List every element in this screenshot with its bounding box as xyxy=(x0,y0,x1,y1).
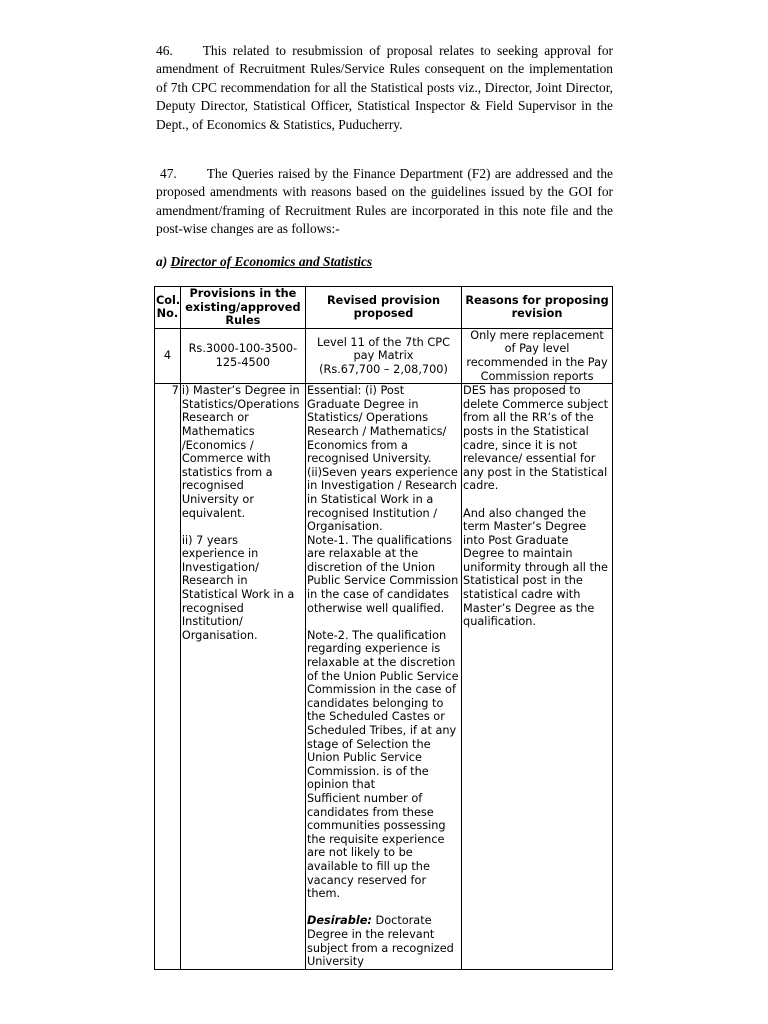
desirable-text: Doctorate Degree in the relevant subject from a recognized University xyxy=(306,914,454,969)
revised-essential: Essential: (i) Post Graduate Degree in Statistics/ Operations Research / Mathematics/ Economics from a recognised University. xyxy=(306,384,447,466)
table-row xyxy=(155,328,613,383)
section-prefix: a) xyxy=(156,254,171,269)
desirable-label: Desirable: xyxy=(306,914,372,928)
existing-qualification: i) Master’s Degree in Statistics/Operations Research or Mathematics /Economics / Commerce with statistics from a recognised University or equivalent. xyxy=(181,384,300,520)
revision-reason: Only mere replacement of Pay level recommended in the Pay Commission reports xyxy=(462,328,613,383)
provisions-table xyxy=(154,286,613,970)
existing-provision xyxy=(180,384,305,970)
revised-provision xyxy=(305,384,461,970)
header-existing: Provisions in the existing/approved Rules xyxy=(180,287,305,329)
header-revised: Revised provision proposed xyxy=(305,287,461,329)
col-number: 7 xyxy=(155,384,181,970)
desirable-qualification xyxy=(307,914,460,968)
reason-commerce: DES has proposed to delete Commerce subject from all the RR’s of the posts in the Statistical cadre, since it is not relevance/ essential for any post in the Statistical cadre. xyxy=(463,384,609,493)
table-row xyxy=(155,384,613,970)
note-2-continued: Sufficient number of candidates from these communities possessing the requisite experience are not likely to be available to fill up the vacancy reserved for them. xyxy=(306,791,446,901)
revised-experience: (ii)Seven years experience in Investigation / Research in Statistical Work in a recognised Institution / Organisation. xyxy=(306,465,458,534)
col-number: 4 xyxy=(155,328,181,383)
paragraph-text: The Queries raised by the Finance Department (F2) are addressed and the proposed amendments with reasons based on the guidelines issued by the GOI for amendment/framing of Recruitment Rules are incorporated in this note file and the post-wise changes are as follows:- xyxy=(156,166,613,237)
existing-provision: Rs.3000-100-3500-125-4500 xyxy=(180,328,305,383)
section-title: Director of Economics and Statistics xyxy=(170,254,373,269)
revised-pay-range: (Rs.67,700 – 2,08,700) xyxy=(319,362,448,376)
revision-reason xyxy=(462,384,613,970)
paragraph-number: 47. xyxy=(160,166,177,181)
paragraph-text: This related to resubmission of proposal relates to seeking approval for amendment of Recruitment Rules/Service Rules consequent on the implementation of 7th CPC recommendation for all the Statistical posts viz., Director, Joint Director, Deputy Director, Statistical Officer, Statistical Inspector & Field Supervisor in the Dept., of Economics & Statistics, Puducherry. xyxy=(156,43,613,132)
existing-experience: ii) 7 years experience in Investigation/ Research in Statistical Work in a recognised Institution/ Organisation. xyxy=(181,533,295,642)
revised-pay-level: Level 11 of the 7th CPC pay Matrix xyxy=(317,335,450,363)
table-header-row xyxy=(155,287,613,329)
header-reason: Reasons for proposing revision xyxy=(462,287,613,329)
revised-provision xyxy=(305,328,461,383)
note-1: Note-1. The qualifications are relaxable at the discretion of the Union Public Service Commission in the case of candidates otherwise well qualified. xyxy=(306,533,459,615)
paragraph-46 xyxy=(156,42,613,134)
section-heading xyxy=(156,254,372,270)
reason-degree-term: And also changed the term Master’s Degree into Post Graduate Degree to maintain uniformity through all the Statistical post in the statistical cadre with Master’s Degree as the qualification. xyxy=(463,506,608,629)
note-2: Note-2. The qualification regarding experience is relaxable at the discretion of the Union Public Service Commission in the case of candidates belonging to the Scheduled Castes or Scheduled Tribes, if at any stage of Selection the Union Public Service Commission. is of the opinion that xyxy=(306,628,459,792)
paragraph-47 xyxy=(156,165,613,239)
header-col-no: Col. No. xyxy=(155,287,181,329)
paragraph-number: 46. xyxy=(156,43,173,58)
